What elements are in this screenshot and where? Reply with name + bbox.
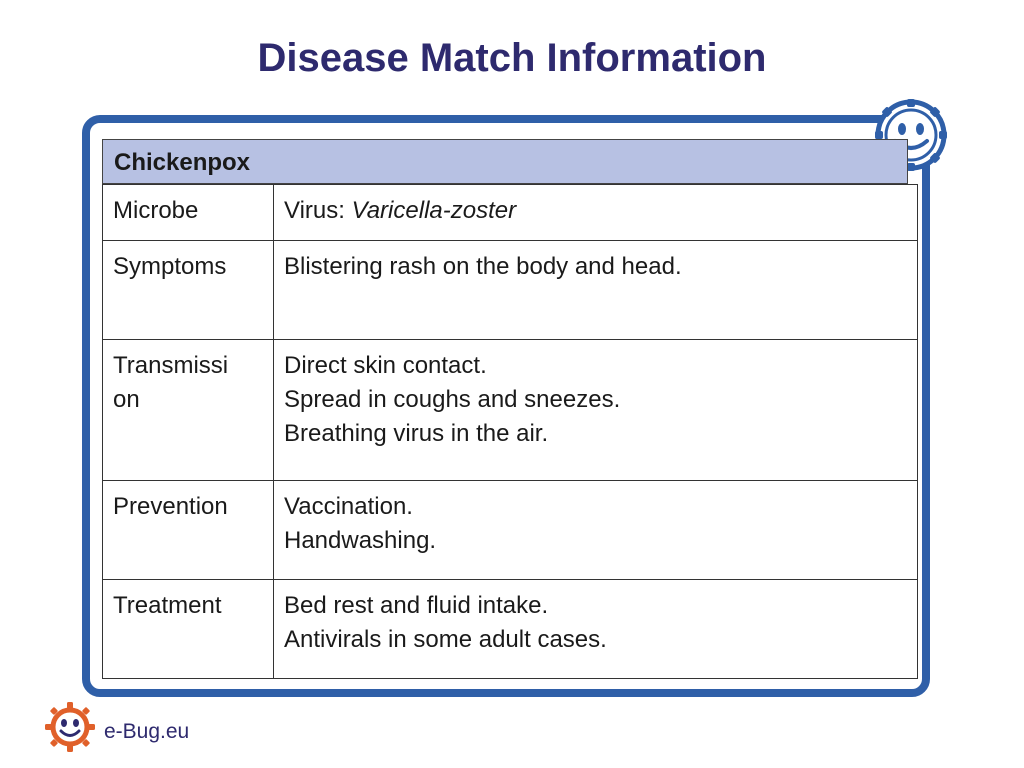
value-line: Direct skin contact.	[284, 352, 487, 379]
label-line: Transmissi	[113, 352, 229, 379]
value-line: Breathing virus in the air.	[284, 420, 549, 447]
value-line: Blistering rash on the body and head.	[284, 253, 682, 280]
value-line: Antivirals in some adult cases.	[284, 626, 607, 653]
ebug-logo-icon	[44, 701, 96, 753]
row-label: Symptoms	[103, 241, 274, 340]
row-label: Microbe	[103, 185, 274, 241]
row-value	[274, 241, 918, 340]
row-label	[103, 340, 274, 481]
label-line: on	[113, 386, 140, 413]
disease-name-header: Chickenpox	[102, 139, 908, 184]
value-line: Vaccination.	[284, 493, 413, 520]
row-value	[274, 340, 918, 481]
table-row-treatment	[103, 580, 918, 679]
value-line: Spread in coughs and sneezes.	[284, 386, 621, 413]
value-line: Bed rest and fluid intake.	[284, 592, 549, 619]
microbe-species: Varicella-zoster	[351, 197, 517, 224]
row-value	[274, 580, 918, 679]
table-row-prevention	[103, 481, 918, 580]
table-row-symptoms	[103, 241, 918, 340]
row-value	[274, 185, 918, 241]
brand-text: e-Bug.eu	[104, 720, 190, 743]
row-value	[274, 481, 918, 580]
microbe-type: Virus:	[284, 197, 352, 224]
table-row-transmission	[103, 340, 918, 481]
disease-info-table	[102, 184, 918, 679]
row-label: Prevention	[103, 481, 274, 580]
row-label: Treatment	[103, 580, 274, 679]
table-row-microbe	[103, 185, 918, 241]
value-line: Handwashing.	[284, 527, 437, 554]
page-title: Disease Match Information	[257, 36, 767, 80]
